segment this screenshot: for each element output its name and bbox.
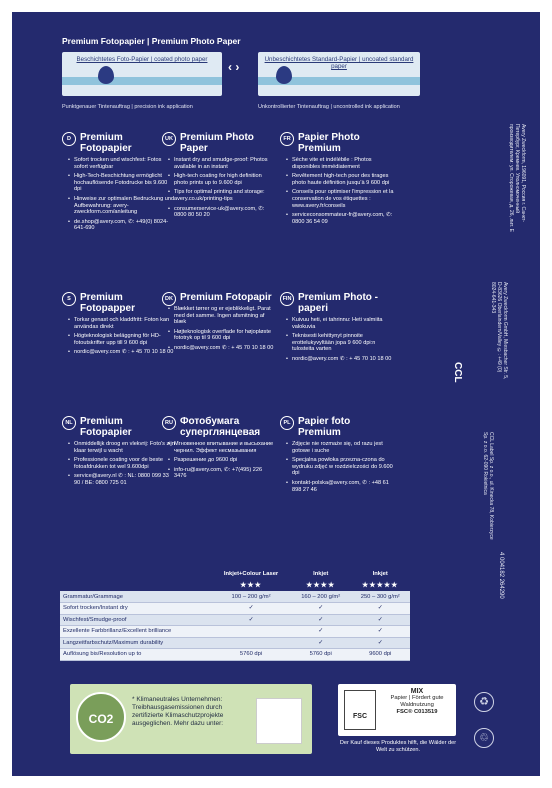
bullet-item: • consumerservice-uk@avery.com, ✆: 0800 80 50 20 [168, 206, 276, 219]
row-label: Sofort trocken/Instant dry [60, 603, 211, 615]
qr-code-icon [256, 698, 302, 744]
row-value [211, 637, 291, 649]
row-label: Wischfest/Smudge-proof [60, 614, 211, 626]
star-rating: ★★★★ [306, 582, 336, 590]
bullet-item: • info-ru@avery.com, ✆: +7(495) 226 3476 [168, 467, 276, 480]
language-block-pl [280, 416, 394, 496]
barcode: 4 004182 264290 [498, 552, 504, 599]
language-block-fr [280, 132, 394, 228]
block-title: Premium Photo -paperi [298, 292, 379, 314]
bullet-item: • Zdjęcie nie rozmaże się, od razu jest gotowe i suche [286, 441, 394, 454]
coated-paper-banner [62, 52, 222, 96]
bullet-item: • Мгновенное впитывание и высыхание чернил. Эффект несмазывания [168, 441, 276, 454]
row-value: 100 – 200 g/m² [211, 591, 291, 603]
row-value: 9600 dpi [350, 649, 410, 661]
language-badge: RU [162, 416, 176, 430]
uncoated-caption: Unkontrollierter Tintenauftrag | uncontrolled ink application [258, 104, 400, 110]
row-value: 160 – 200 g/m² [291, 591, 351, 603]
arrows-icon: ‹ › [228, 60, 240, 74]
bullet-item: • High-Tech-Beschichtung ermöglicht hochauflösende Fotodrucke bis 9.600 dpi [68, 173, 176, 193]
ccl-logo: CCL [452, 362, 463, 383]
star-rating: ★★★★★ [362, 582, 399, 590]
language-block-s [62, 292, 176, 359]
row-label: Exzellente Farbbrillanz/Excellent brilliance [60, 626, 211, 638]
fsc-box [338, 684, 456, 736]
language-badge: FIN [280, 292, 294, 306]
bullet-item: • Specjalna powłoka przezna-czona do wydruku zdjęć w rozdzielczości do 9.600 dpi [286, 457, 394, 477]
row-value: ✓ [350, 626, 410, 638]
block-title: Premium Fotopapir [180, 292, 272, 303]
climate-neutral-box [70, 684, 312, 754]
bullet-item: • Torkar genast och kladdfritt: Foton kan användas direkt [68, 317, 176, 330]
bullet-item: • High-tech coating for high definition photo prints up to 9.600 dpi [168, 173, 276, 186]
table-row [60, 649, 410, 661]
language-badge: NL [62, 416, 76, 430]
language-badge: S [62, 292, 76, 306]
table-head: Inkjet [372, 570, 388, 577]
language-block-fin [280, 292, 394, 366]
bullet-item: • service@avery.nl ✆ : NL: 0800 099 33 90 / BE: 0800 725 01 [68, 473, 176, 486]
paper-band [62, 77, 222, 85]
row-value: ✓ [291, 614, 351, 626]
language-badge: FR [280, 132, 294, 146]
fsc-code: FSC® C013519 [396, 709, 438, 715]
comparison-table [60, 568, 410, 661]
block-title: Premium Fotopapier [80, 132, 132, 154]
language-badge: UK [162, 132, 176, 146]
bullet-item: • Revêtement high-tech pour des tirages photo haute définition jusqu'à 9 600 dpi [286, 173, 394, 186]
row-value: 5760 dpi [291, 649, 351, 661]
bullet-item: • Hinweise zur optimalen Bedruckung und Aufbewahrung: avery-zweckform.com/anleitung [68, 196, 176, 216]
table-row [60, 591, 410, 603]
row-value: ✓ [211, 603, 291, 615]
star-rating: ★★★ [240, 582, 262, 590]
language-block-ru [162, 416, 276, 483]
row-value: 250 – 300 g/m² [350, 591, 410, 603]
bullet-item: • Onmiddellijk droog en vlekvrij: Foto's zijn klaar terwijl u wacht [68, 441, 176, 454]
bullet-item: • Instant dry and smudge-proof: Photos available in an instant [168, 157, 276, 170]
language-badge: DK [162, 292, 176, 306]
language-block-d [62, 132, 176, 235]
row-value: ✓ [350, 614, 410, 626]
fsc-mix: MIX [410, 688, 424, 695]
bullet-item: • Conseils pour optimiser l'impression et la conservation de vos étiquettes : www.avery.fr/conseils [286, 189, 394, 209]
bullet-item: • Blækket tørrer og er ejeblikkeligt. Parat med det samme. Ingen afsmitning af blæk [168, 306, 276, 326]
bullet-item: • Tips for optimal printing and storage: avery.co.uk/printing-tips [168, 189, 276, 202]
language-badge: D [62, 132, 76, 146]
language-badge: PL [280, 416, 294, 430]
bullet-item: • nordic@avery.com ✆ : + 45 70 10 18 00 [168, 345, 276, 352]
bullet-item: • nordic@avery.com ✆ : + 45 70 10 18 00 [286, 356, 394, 363]
co2-badge-icon: CO2 [76, 692, 126, 742]
row-label: Langzeitfarbschutz/Maximum durability [60, 637, 211, 649]
row-label: Grammatur/Grammage [60, 591, 211, 603]
bullet-item: • Sofort trocken und wischfest: Fotos sofort verfügbar [68, 157, 176, 170]
row-label: Auflösung bis/Resolution up to [60, 649, 211, 661]
uncoated-paper-label: Unbeschichtetes Standard-Papier | uncoated standard paper [264, 56, 414, 70]
product-back-cover [12, 12, 540, 776]
bullet-item: • Teknisesti kehittynyt pinnoite erottelukyvyltään jopa 9 600 dpi:n tulosteita varten [286, 333, 394, 353]
table-row [60, 626, 410, 638]
ink-drop-icon [276, 66, 292, 84]
table-row [60, 637, 410, 649]
row-value: ✓ [350, 603, 410, 615]
fsc-line: Papier | Fördert gute Waldnutzung [390, 695, 444, 708]
ink-drop-icon [98, 66, 114, 84]
coated-paper-label: Beschichtetes Foto-Papier | coated photo paper [76, 56, 208, 63]
bullet-item: • Kuivuu heti, ei tahrinnu: Heti valmiita valokuvia [286, 317, 394, 330]
page-title: Premium Fotopapier | Premium Photo Paper [62, 36, 241, 46]
block-title: Premium Photo Paper [180, 132, 254, 154]
block-title: Premium Fotopapier [80, 416, 132, 438]
recycle-icon: ♻ [474, 692, 494, 712]
table-row [60, 603, 410, 615]
block-title: Premium Fotopapper [80, 292, 135, 314]
bullet-item: • de.shop@avery.com, ✆: +49(0) 8024-641-690 [68, 219, 176, 232]
block-title: Papier foto Premium [298, 416, 351, 438]
row-value: ✓ [291, 603, 351, 615]
row-value: ✓ [291, 637, 351, 649]
fsc-note: Der Kauf dieses Produktes hilft, die Wälder der Welt zu schützen. [339, 740, 457, 753]
table-row [60, 614, 410, 626]
fsc-logo-icon: FSC [344, 690, 376, 730]
side-address-pl: CCL Label Sp. z o.o., ul. Kinecka 78, Kobierzyce Sp. z o.o. 62-090 Rokietnica [482, 432, 494, 540]
language-block-nl [62, 416, 176, 490]
language-block-dk [162, 292, 276, 355]
bullet-item: • serviceconsommateur-fr@avery.com, ✆: 0800 36 54 09 [286, 212, 394, 225]
table-head: Inkjet+Colour Laser [223, 570, 279, 577]
block-title: Papier Photo Premium [298, 132, 360, 154]
recycle-paper-icon: ♲ [474, 728, 494, 748]
side-address-de: Avery Zweckform GmbH, Miesbacher Str. 5, D-83626 Oberlaindern/Valley ✆: +49 (0) 8024-641-343 [490, 282, 508, 380]
bullet-item: • Högteknologisk beläggning för HD-fotoutskrifter upp till 9 600 dpi [68, 333, 176, 346]
row-value: 5760 dpi [211, 649, 291, 661]
climate-text: * Klimaneutrales Unternehmen: Treibhausgasemissionen durch zertifizierte Klimaschutzprojekte ausgeglichen. Mehr dazu unter: [132, 696, 224, 727]
bullet-item: • Разрешение до 9600 dpi [168, 457, 276, 464]
uncoated-paper-banner [258, 52, 420, 96]
bullet-item: • Professionele coating voor de beste fotoafdrukken tot wel 9.600dpi [68, 457, 176, 470]
bullet-item: • nordic@avery.com ✆ : + 45 70 10 18 00 [68, 349, 176, 356]
row-value: ✓ [350, 637, 410, 649]
bullet-item: • kontakt-polska@avery.com, ✆ : +48 61 898 27 46 [286, 480, 394, 493]
bullet-item: • Sèche vite et indélébile : Photos disponibles immédiatement [286, 157, 394, 170]
row-value: ✓ [211, 614, 291, 626]
bullet-item: • Højteknologisk overflade for højopløste fototryk op til 9 600 dpi [168, 329, 276, 342]
side-address-ru: Avery Zweckform, 196091, Россия г. Санкт-Петербург, Кремнев. Уполномоченный производителем: ул. Сторожевая, д. 26, лит. Е [508, 124, 526, 232]
coated-caption: Punktgenauer Tintenauftrag | precision ink application [62, 104, 193, 110]
row-value: ✓ [291, 626, 351, 638]
row-value [211, 626, 291, 638]
language-block-uk [162, 132, 276, 222]
block-title: Фотобумага суперглянцевая [180, 416, 261, 438]
table-head: Inkjet [313, 570, 329, 577]
